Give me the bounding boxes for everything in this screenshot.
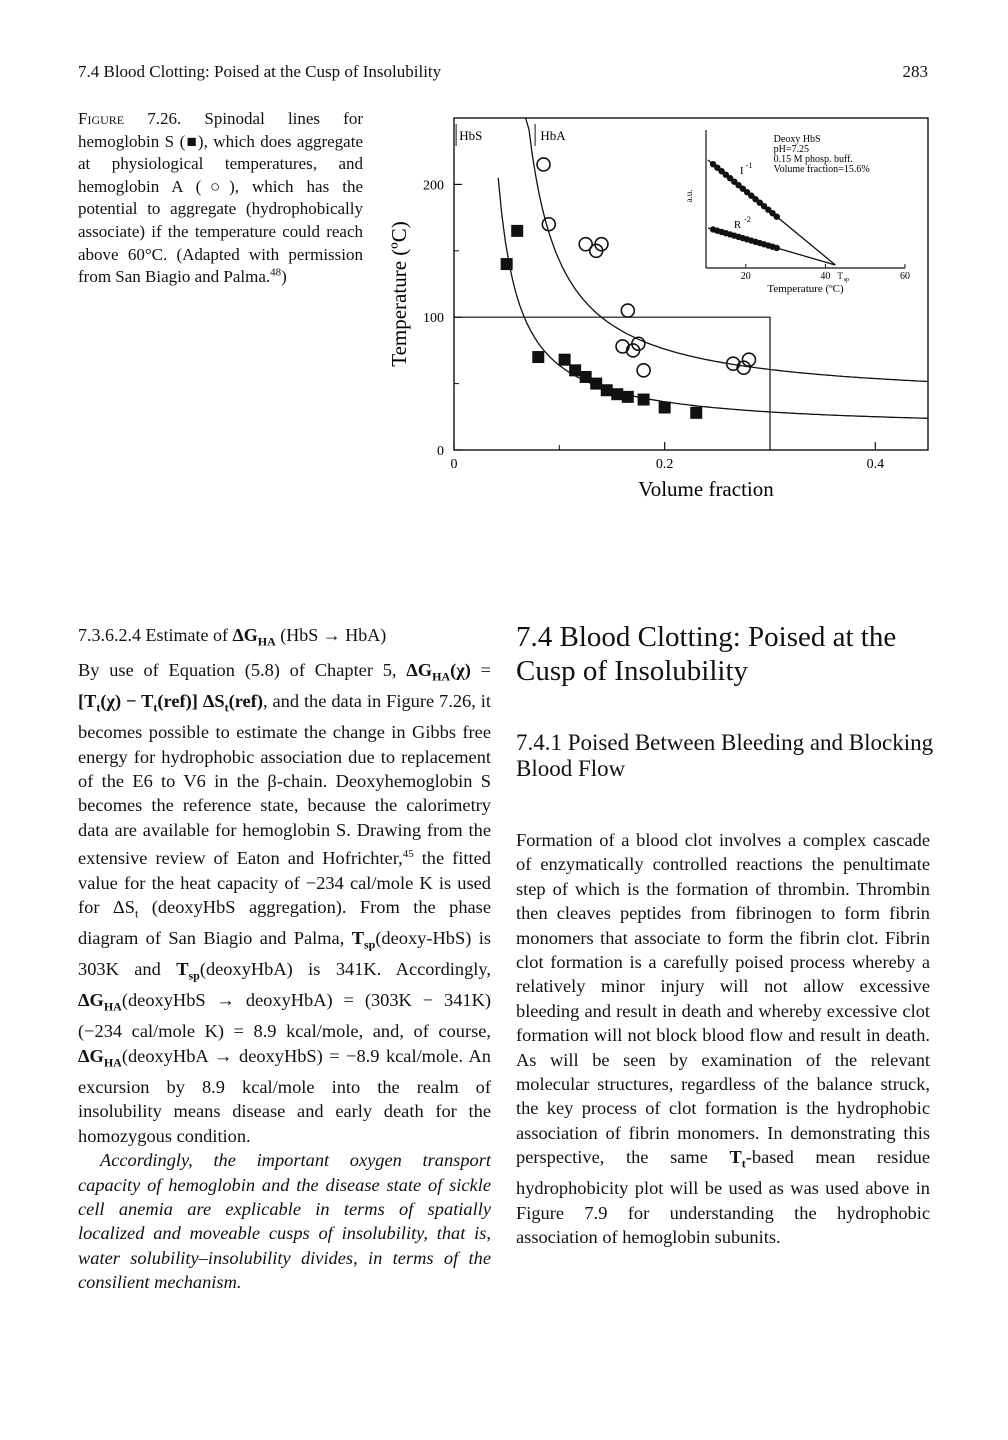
p1-run: HA: [103, 1055, 122, 1070]
reference-box: [454, 317, 770, 450]
inset-i-point: [774, 214, 780, 220]
inset-x-axis-label: Temperature (ºC): [767, 283, 844, 295]
page-number: 283: [902, 62, 928, 81]
p1-run: 45: [402, 848, 414, 861]
p1-run: (χ) − T: [100, 691, 154, 712]
inset-i-exp: -1: [745, 161, 753, 170]
spinodal-chart: [370, 100, 960, 520]
x-axis-label: Volume fraction: [638, 477, 774, 501]
hba-data-point: [621, 304, 634, 317]
inset-x-tick-label: 40: [820, 271, 831, 282]
inset-y-axis-label: a.u.: [684, 189, 694, 203]
p1-run: By use of Equation (5.8) of Chapter 5,: [78, 660, 407, 680]
hbs-data-point: [690, 407, 702, 419]
caption-reference: 48: [270, 266, 282, 279]
p1-run: t: [134, 906, 139, 921]
hbs-data-point: [559, 354, 571, 366]
p1-run: (deoxyHbS aggregation). From the phase diagram of San Biagio and Palma,: [78, 897, 491, 949]
p1-run: HA: [103, 1000, 122, 1015]
hba-spinodal-curve: [526, 118, 928, 382]
p1-run: (deoxyHbA → deoxyHbS) = −8.9 kcal/mole. An excursion by 8.9 kcal/mole into the realm of insolubility means disease and early death for the homozygous condition.: [78, 1045, 491, 1146]
inset-annotation-line: pH=7.25: [773, 144, 810, 155]
caption-end: ): [281, 267, 287, 287]
p1-run: (ref)] ΔS: [157, 691, 225, 712]
figure-7-26: [370, 100, 960, 520]
inset-i-label: I: [739, 165, 744, 177]
paragraph-estimate: [78, 658, 491, 1148]
hbs-data-point: [590, 378, 602, 390]
hbs-data-point: [601, 384, 613, 396]
hbs-data-point: [580, 371, 592, 383]
hba-data-point: [537, 158, 550, 171]
inset-annotation-line: Volume fraction=15.6%: [773, 164, 870, 175]
inset-tsp-subscript: sp: [843, 277, 850, 283]
inset-r-exp: -2: [744, 215, 751, 224]
p1-run: (χ): [450, 660, 471, 680]
p1-run: , and the data in Figure 7.26, it becomes possible to estimate the change in Gibbs free energy for hydrophobic association due to replacement of the E6 to V6 in the β-chain. Deoxyhemoglobin S becomes the reference state, because the calorimetry data are available for hemoglobin S. Drawing from the extensive review of Eaton and Hofrichter,: [78, 691, 491, 869]
p1-run: ΔG: [406, 660, 433, 680]
p1-run: =: [470, 660, 491, 680]
subsection-title: 7.4.1 Poised Between Bleeding and Blocking Blood Flow: [516, 730, 934, 781]
inset-annotation-line: Deoxy HbS: [773, 134, 821, 145]
y-axis-label: Temperature (ºC): [387, 221, 411, 367]
inset-r-label: R: [733, 219, 742, 231]
paragraph-conclusion: Accordingly, the important oxygen transport capacity of hemoglobin and the disease state of sickle cell anemia are explicable in terms of spatially localized and moveable cusps of insolubility, that is, water solubility–insolubility divides, in terms of the consilient mechanism.: [78, 1150, 491, 1293]
inset-r-point: [774, 245, 780, 251]
section-title: 7.4 Blood Clotting: Poised at the Cusp of Insolubility: [516, 621, 897, 687]
p1-run: ΔG: [78, 990, 104, 1011]
p1-run: t: [153, 700, 158, 715]
running-header: 7.4 Blood Clotting: Poised at the Cusp of Insolubility: [78, 62, 442, 81]
body-text-a: Formation of a blood clot involves a complex cascade of enzymatically controlled reactions the penultimate step of which is the formation of thrombin. Thrombin then cleaves peptides from fibrinogen to form fibrin monomers that associate to form the fibrin clot. Fibrin clot formation is a carefully poised process whereby a relatively minor injury will not allow excessive bleeding and result in death and whereby excessive clot formation will not block blood flow and result in death. As will be seen by examination of the relevant molecular structures, regardless of the balance struck, the key process of clot formation is the hydrophobic association of fibrin monomers. In demonstrating this perspective, the same: [516, 830, 930, 1168]
subhead-subscript: HA: [257, 634, 276, 649]
subhead-symbol: ΔG: [232, 625, 258, 645]
hba-data-point: [542, 218, 555, 231]
inset-x-tick-label: 20: [740, 271, 751, 282]
caption-label: Figure: [78, 109, 125, 128]
hbs-data-point: [569, 364, 581, 376]
p1-run: (ref): [228, 691, 263, 712]
p1-run: t: [96, 700, 101, 715]
p1-run: [T: [78, 691, 97, 712]
p1-run: t: [224, 700, 229, 715]
x-tick-label: 0: [450, 457, 458, 472]
p1-run: sp: [363, 937, 376, 952]
hbs-spinodal-curve: [498, 178, 928, 418]
p1-run: sp: [188, 968, 200, 983]
left-column: [78, 658, 491, 1295]
hbs-data-point: [638, 394, 650, 406]
body-paragraph: [516, 828, 930, 1250]
hba-curve-label: HbA: [540, 128, 566, 143]
body-bold-subscript: t: [741, 1156, 746, 1171]
hbs-data-point: [532, 351, 544, 363]
subhead-prefix: 7.3.6.2.4 Estimate of: [78, 625, 233, 645]
hba-data-point: [637, 364, 650, 377]
figure-caption: [78, 108, 363, 289]
p1-run: (deoxyHbA) is 341K. Accordingly,: [199, 959, 491, 980]
inset-x-tick-label: 60: [900, 271, 910, 282]
x-tick-label: 0.2: [655, 457, 674, 472]
p1-run: HA: [432, 669, 451, 684]
hbs-data-point: [501, 258, 513, 270]
caption-number: 7.26.: [147, 109, 182, 128]
inset-annotation-line: 0.15 M phosp. buff.: [773, 154, 853, 165]
hbs-data-point: [611, 388, 623, 400]
p1-run: ΔG: [78, 1045, 104, 1066]
y-tick-label: 100: [423, 311, 444, 327]
caption-text: Spinodal lines for hemoglobin S (■), which does aggregate at physiological temperatures, and hemoglobin A (○), which has the potential to aggregate (hydrophobically associate) if the temperature could reach above 60°C. (Adapted with permission from San Biagio and Palma.: [78, 109, 363, 287]
subhead-rest: (HbS → HbA): [275, 625, 387, 645]
p1-run: (deoxy-HbS) is 303K and: [78, 928, 491, 980]
hbs-curve-label: HbS: [459, 128, 483, 143]
hbs-data-point: [622, 391, 634, 403]
y-tick-label: 0: [437, 444, 444, 459]
hbs-data-point: [511, 225, 523, 237]
p1-run: (deoxyHbS → deoxyHbA) = (303K − 341K)(−234 cal/mole K) = 8.9 kcal/mole, and, of course,: [78, 990, 491, 1042]
body-bold-symbol: T: [729, 1147, 742, 1168]
p1-run: the fitted value for the heat capacity of −234 cal/mole K is used for ΔS: [78, 848, 491, 918]
subsection-heading: [78, 625, 386, 650]
body-text-b: -based mean residue hydrophobicity plot will be used as was used above in Figure 7.9 for understanding the hydrophobic association of hemoglobin subunits.: [516, 1147, 931, 1248]
x-tick-label: 0.4: [866, 457, 885, 472]
inset-tsp-label: T: [837, 271, 843, 281]
p1-run: T: [176, 959, 189, 980]
hbs-data-point: [659, 402, 671, 414]
y-tick-label: 200: [423, 178, 444, 194]
p1-run: T: [351, 928, 364, 949]
